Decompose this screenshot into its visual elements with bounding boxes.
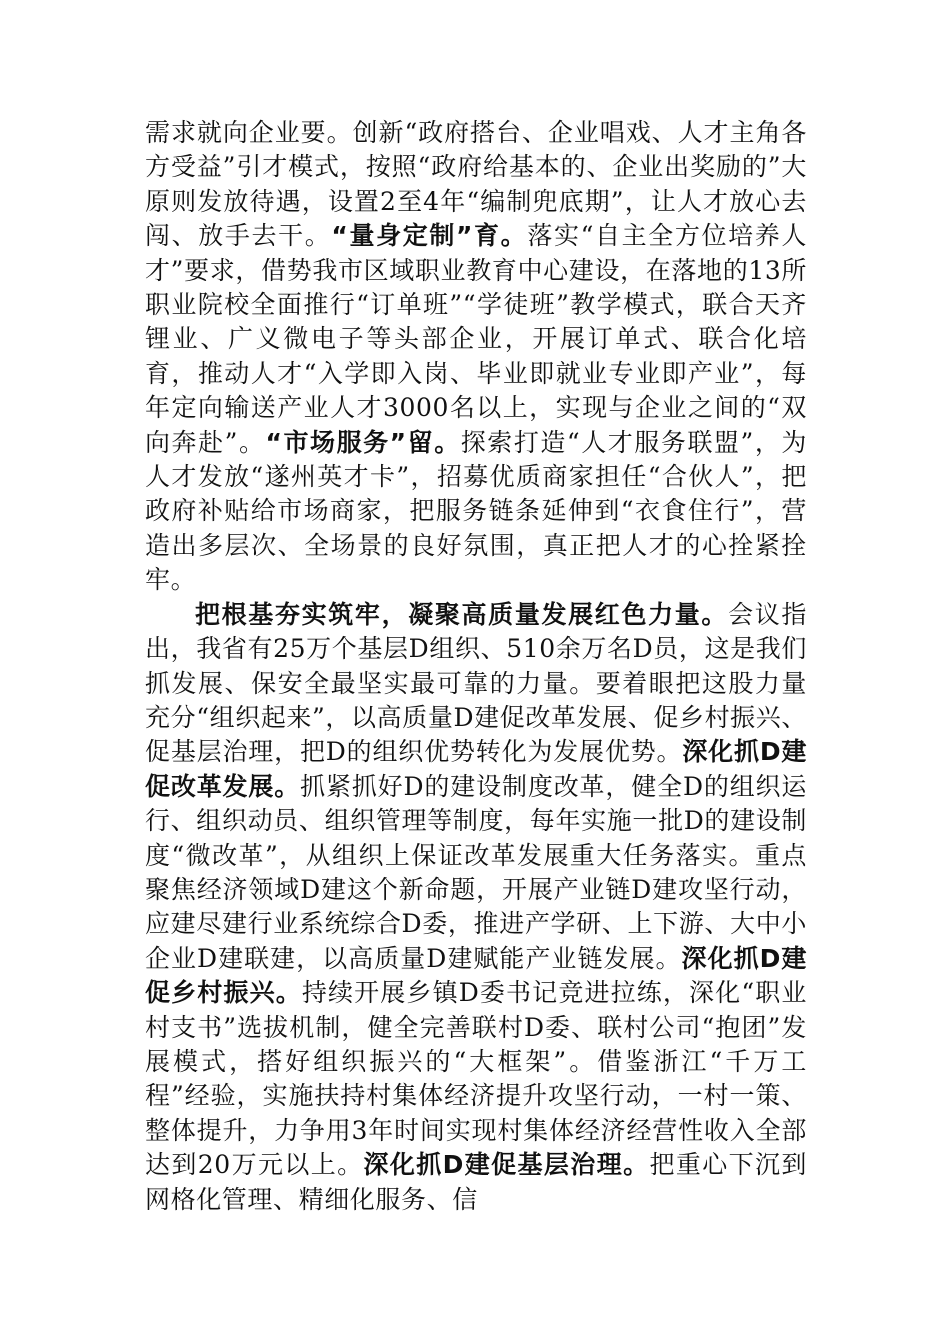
paragraph-foundation [145, 598, 807, 1217]
bold-heading: “市场服务”留。 [265, 427, 461, 457]
bold-heading: 深化抓D建促改革发展。 [145, 737, 807, 801]
paragraph-text: 抓紧抓好D的建设制度改革，健全D的组织运行、组织动员、组织管理等制度，每年实施一批D的建设制度“微改革”，从组织上保证改革发展重大任务落实。重点聚焦经济领域D建这个新命题，开展产业链D建攻坚行动，应建尽建行业系统综合D委，推进产学研、上下游、大中小企业D建联建，以高质量D建赋能产业链发展。 [145, 771, 808, 973]
bold-heading: 深化抓D建促乡村振兴。 [145, 943, 807, 1008]
bold-heading: “量身定制”育。 [331, 221, 528, 251]
bold-heading: 把根基夯实筑牢，凝聚高质量发展红色力量。 [195, 599, 729, 629]
paragraph-text: 持续开展乡镇D委书记竞进拉练，深化“职业村支书”选拔机制，健全完善联村D委、联村公司“抱团”发展模式，搭好组织振兴的“大框架”。借鉴浙江“千万工程”经验，实施扶持村集体经济提升攻坚行动，一村一策、整体提升，力争用3年时间实现村集体经济经营性收入全部达到20万元以上。 [145, 978, 807, 1180]
document-body [145, 116, 807, 1217]
paragraph-text: 会议指出，我省有25万个基层D组织、510余万名D员，这是我们抓发展、保安全最坚实最可靠的力量。要着眼把这股力量充分“组织起来”，以高质量D建促改革发展、促乡村振兴、促基层治理，把D的组织优势转化为发展优势。 [145, 599, 807, 767]
paragraph-text: 把重心下沉到网格化管理、精细化服务、信 [145, 1150, 807, 1214]
bold-heading: 深化抓D建促基层治理。 [363, 1150, 650, 1180]
paragraph-text: 探索打造“人才服务联盟”，为人才发放“遂州英才卡”，招募优质商家担任“合伙人”，把政府补贴给市场商家，把服务链条延伸到“衣食住行”，营造出多层次、全场景的良好氛围，真正把人才的心拴紧拴牢。 [145, 427, 808, 595]
paragraph-text: 落实“自主全方位培养人才”要求，借势我市区域职业教育中心建设，在落地的13所职业院校全面推行“订单班”“学徒班”教学模式，联合天齐锂业、广义微电子等头部企业，开展订单式、联合化培育，推动人才“入学即入岗、毕业即就业专业即产业”，每年定向输送产业人才3000名以上，实现与企业之间的“双向奔赴”。 [145, 221, 807, 457]
paragraph-text: 需求就向企业要。创新“政府搭台、企业唱戏、人才主角各方受益”引才模式，按照“政府给基本的、企业出奖励的”大原则发放待遇，设置2至4年“编制兜底期”，让人才放心去闯、放手去干。 [145, 118, 807, 251]
paragraph-talent [145, 116, 807, 598]
